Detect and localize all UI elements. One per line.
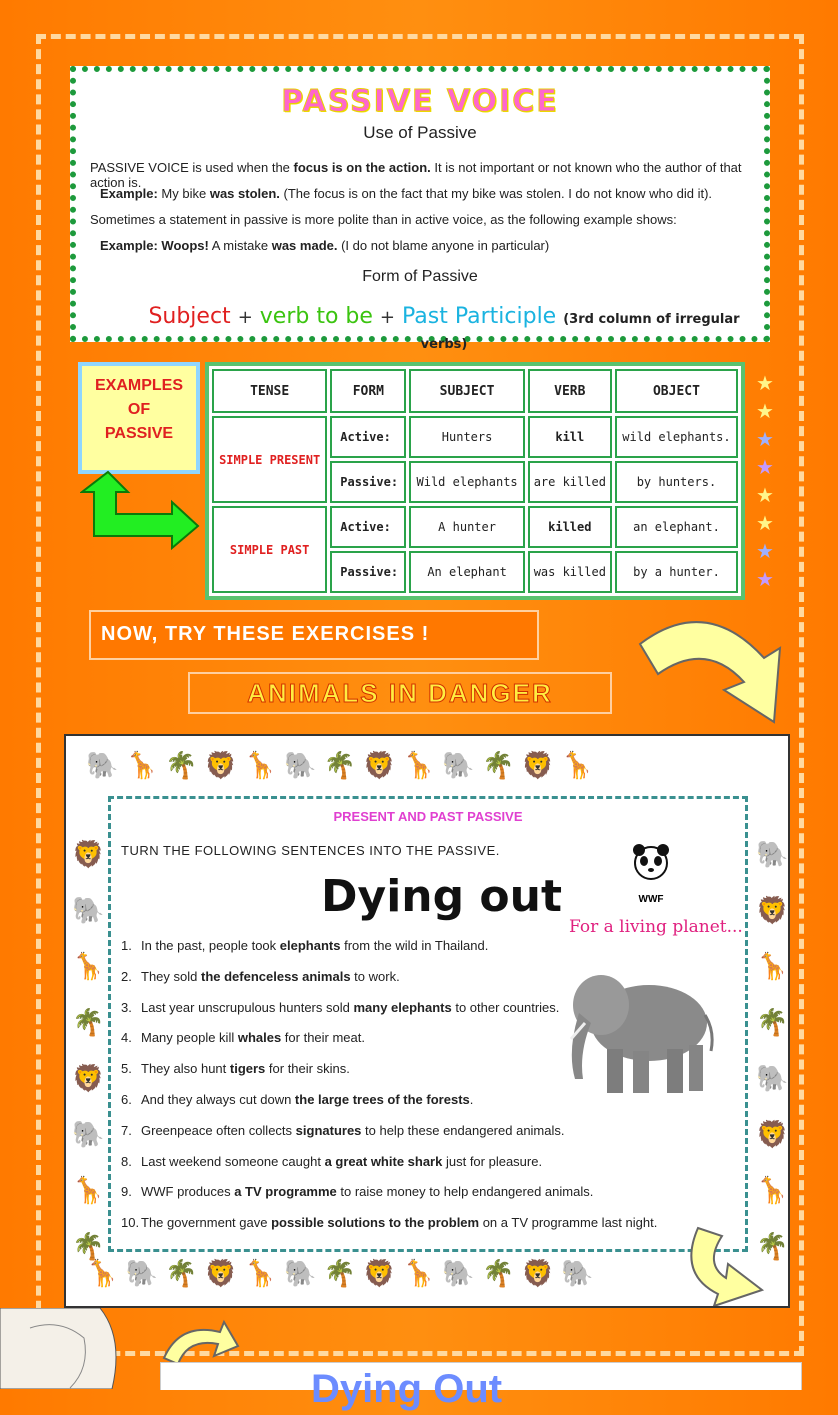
passive-formula: Subject + verb to be + Past Participle (3rd column of irregular verbs)	[148, 304, 740, 352]
intro-paragraph-1: PASSIVE VOICE is used when the focus is on the action. It is not important or not known who the author of that action is.	[90, 160, 742, 190]
exercise-panel	[108, 796, 748, 1252]
example-2: Example: Woops! A mistake was made. (I do not blame anyone in particular)	[100, 238, 550, 253]
list-item: 8. Last weekend someone caught a great white shark just for pleasure.	[121, 1153, 543, 1169]
wwf-logo: WWF	[611, 839, 691, 909]
bottom-title-box	[160, 1362, 802, 1411]
stars-decoration	[756, 370, 778, 594]
elephant-sketch-icon	[0, 1308, 124, 1389]
col-tense: TENSE	[212, 369, 327, 413]
star-icon: ★	[756, 429, 774, 451]
panda-icon	[621, 839, 681, 889]
list-item: 3. Last year unscrupulous hunters sold many elephants to other countries.	[121, 999, 560, 1015]
formula-subject: Subject	[148, 304, 231, 329]
example-1: Example: My bike was stolen. (The focus is on the fact that my bike was stolen. I do not know who did it).	[100, 186, 713, 201]
formula-past-participle: Past Participle	[402, 304, 557, 329]
list-item: 1. In the past, people took elephants from the wild in Thailand.	[121, 938, 489, 953]
formula-verb-to-be: verb to be	[259, 304, 373, 329]
green-arrow-icon	[80, 470, 204, 550]
animals-in-danger-banner: ANIMALS IN DANGER	[188, 672, 612, 714]
table-row: Passive: Wild elephants are killed by hunters.	[212, 461, 738, 503]
list-item: 6. And they always cut down the large trees of the forests.	[121, 1091, 474, 1107]
formula-note: (3rd column of irregular verbs)	[420, 312, 740, 352]
col-object: OBJECT	[615, 369, 738, 413]
list-item: 9. WWF produces a TV programme to raise money to help endangered animals.	[121, 1184, 594, 1200]
star-icon: ★	[756, 541, 774, 563]
star-icon: ★	[756, 485, 774, 507]
exercise-list	[121, 931, 657, 1239]
star-icon: ★	[756, 401, 774, 423]
animal-border-right: 🐘 🦁 🦒 🌴 🐘 🦁 🦒 🌴	[756, 839, 789, 1261]
curved-arrow-icon	[636, 604, 796, 730]
list-item: 4. Many people kill whales for their meat.	[121, 1030, 365, 1046]
table-row: SIMPLE PRESENT Active: Hunters kill wild elephants.	[212, 416, 738, 458]
curved-arrow-icon	[678, 1224, 788, 1308]
bottom-title: Dying Out	[311, 1367, 503, 1411]
intro-card	[70, 66, 770, 352]
table-row: Passive: An elephant was killed by a hunter.	[212, 551, 738, 593]
star-icon: ★	[756, 569, 774, 591]
table-row: SIMPLE PAST Active: A hunter killed an elephant.	[212, 506, 738, 548]
list-item: 2. They sold the defenceless animals to work.	[121, 968, 400, 984]
list-item: 10. The government gave possible solutions to the problem on a TV programme last night.	[121, 1215, 658, 1231]
curved-arrow-icon	[160, 1318, 240, 1368]
animal-border-bottom: 🦒 🐘 🌴 🦁 🦒 🐘 🌴 🦁 🦒 🐘 🌴 🦁 🐘	[86, 1258, 594, 1288]
page-title: PASSIVE VOICE	[281, 84, 559, 119]
exercise-heading: PRESENT AND PAST PASSIVE	[333, 809, 523, 824]
wwf-slogan: For a living planet...	[569, 917, 743, 937]
star-icon: ★	[756, 513, 774, 535]
examples-of-passive-box: EXAMPLES OF PASSIVE	[78, 362, 200, 474]
list-item: 5. They also hunt tigers for their skins.	[121, 1061, 350, 1077]
list-item: 7. Greenpeace often collects signatures to help these endangered animals.	[121, 1122, 565, 1138]
passive-examples-table	[205, 362, 745, 600]
animal-border-top: 🐘 🦒 🌴 🦁 🦒 🐘 🌴 🦁 🦒 🐘 🌴 🦁 🦒	[86, 750, 594, 780]
use-heading: Use of Passive	[363, 123, 477, 142]
col-verb: VERB	[528, 369, 612, 413]
col-subject: SUBJECT	[409, 369, 524, 413]
col-form: FORM	[330, 369, 406, 413]
exercise-worksheet	[64, 734, 790, 1308]
try-exercises-banner: NOW, TRY THESE EXERCISES !	[89, 610, 539, 660]
star-icon: ★	[756, 373, 774, 395]
exercise-instruction: TURN THE FOLLOWING SENTENCES INTO THE PASSIVE.	[121, 843, 500, 858]
animal-border-left: 🦁 🐘 🦒 🌴 🦁 🐘 🦒 🌴	[72, 839, 105, 1261]
star-icon: ★	[756, 457, 774, 479]
exercise-title: Dying out	[321, 871, 563, 922]
intro-paragraph-2: Sometimes a statement in passive is more polite than in active voice, as the following example shows:	[90, 212, 677, 227]
form-heading: Form of Passive	[362, 268, 478, 285]
